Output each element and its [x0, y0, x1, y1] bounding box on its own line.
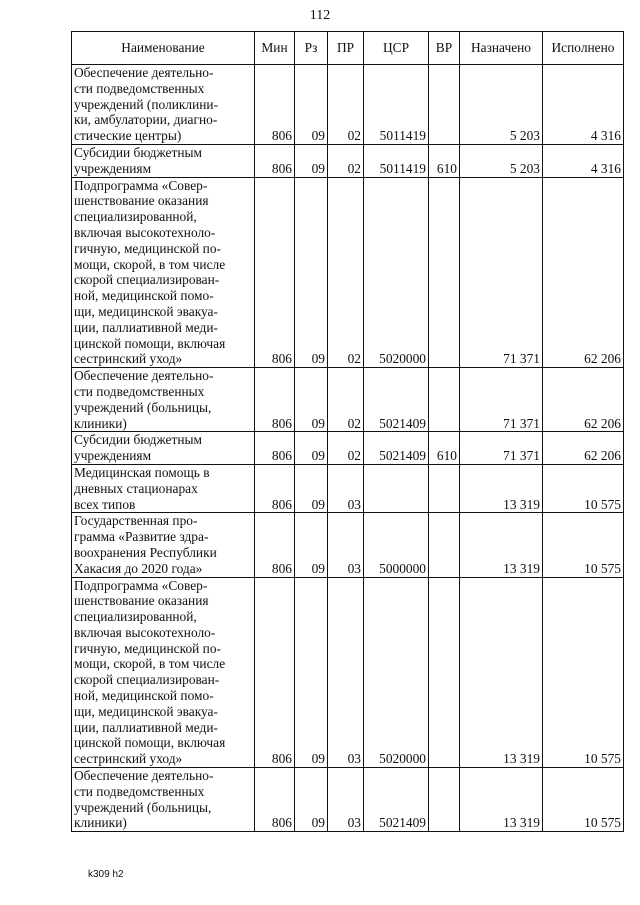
row-min: 806 — [255, 177, 295, 368]
budget-table — [71, 31, 624, 832]
row-rz: 09 — [295, 513, 328, 577]
row-name — [72, 144, 255, 177]
row-name-line: Субсидии бюджетным — [74, 432, 202, 448]
row-rz: 09 — [295, 432, 328, 465]
row-name-line: грамма «Развитие здра- — [74, 529, 209, 545]
row-vr — [429, 577, 460, 768]
col-header-planned: Назначено — [460, 32, 543, 65]
row-csr: 5011419 — [364, 144, 429, 177]
row-min: 806 — [255, 432, 295, 465]
row-name — [72, 464, 255, 512]
row-name-line: Субсидии бюджетным — [74, 144, 202, 160]
row-executed: 10 575 — [543, 577, 624, 768]
row-pr: 02 — [328, 177, 364, 368]
row-name-line: мощи, скорой, в том числе — [74, 256, 226, 272]
row-name-line: включая высокотехноло- — [74, 624, 216, 640]
row-vr: 610 — [429, 432, 460, 465]
table-row — [72, 577, 624, 768]
row-name-line: Обеспечение деятельно- — [74, 65, 214, 80]
row-name-line: ной, медицинской помо- — [74, 288, 214, 304]
row-executed: 4 316 — [543, 144, 624, 177]
row-name — [72, 368, 255, 432]
row-planned: 5 203 — [460, 65, 543, 145]
row-vr: 610 — [429, 144, 460, 177]
row-pr: 03 — [328, 577, 364, 768]
row-vr — [429, 368, 460, 432]
row-name-line: специализированной, — [74, 209, 197, 225]
table-header-row — [72, 32, 624, 65]
row-rz: 09 — [295, 768, 328, 832]
table-row — [72, 177, 624, 368]
row-name — [72, 513, 255, 577]
table-row — [72, 65, 624, 145]
row-vr — [429, 513, 460, 577]
row-rz: 09 — [295, 464, 328, 512]
row-name-line: скорой специализирован- — [74, 672, 220, 688]
row-name-line: гичную, медицинской по- — [74, 640, 221, 656]
row-planned: 71 371 — [460, 432, 543, 465]
footer-code: k309 h2 — [88, 869, 124, 880]
table-row — [72, 144, 624, 177]
row-min: 806 — [255, 368, 295, 432]
row-min: 806 — [255, 65, 295, 145]
row-name-line: гичную, медицинской по- — [74, 240, 221, 256]
table-row — [72, 768, 624, 832]
row-name-line: ции, паллиативной меди- — [74, 719, 218, 735]
row-name-line: воохранения Республики — [74, 544, 217, 560]
row-name-line: учреждений (больницы, — [74, 399, 212, 415]
table-body — [72, 65, 624, 832]
col-header-csr: ЦСР — [364, 32, 429, 65]
row-planned: 13 319 — [460, 513, 543, 577]
row-csr: 5011419 — [364, 65, 429, 145]
row-pr: 02 — [328, 144, 364, 177]
page-number: 112 — [309, 8, 331, 23]
row-vr — [429, 464, 460, 512]
col-header-min: Мин — [255, 32, 295, 65]
row-name-line: учреждениям — [74, 448, 152, 464]
row-csr: 5020000 — [364, 177, 429, 368]
row-executed: 62 206 — [543, 177, 624, 368]
row-min: 806 — [255, 577, 295, 768]
row-name-line: Хакасия до 2020 года» — [74, 560, 203, 576]
row-vr — [429, 768, 460, 832]
row-rz: 09 — [295, 368, 328, 432]
row-name — [72, 65, 255, 145]
row-csr: 5021409 — [364, 768, 429, 832]
row-planned: 13 319 — [460, 577, 543, 768]
row-executed: 10 575 — [543, 768, 624, 832]
row-pr: 02 — [328, 65, 364, 145]
row-name-line: сестринский уход» — [74, 351, 183, 367]
row-name-line: Подпрограмма «Совер- — [74, 177, 208, 193]
row-name-line: сти подведомственных — [74, 383, 205, 399]
row-name-line: ки, амбулатории, диагно- — [74, 112, 218, 128]
col-header-vr: ВР — [429, 32, 460, 65]
row-min: 806 — [255, 144, 295, 177]
row-name-line: цинской помощи, включая — [74, 735, 226, 751]
row-name-line: ной, медицинской помо- — [74, 688, 214, 704]
row-name-line: учреждений (больницы, — [74, 799, 212, 815]
row-vr — [429, 177, 460, 368]
row-name-line: Подпрограмма «Совер- — [74, 577, 208, 593]
row-pr: 03 — [328, 768, 364, 832]
row-executed: 10 575 — [543, 464, 624, 512]
col-header-executed: Исполнено — [543, 32, 624, 65]
row-name-line: учреждений (поликлини- — [74, 96, 219, 112]
row-name-line: сти подведомственных — [74, 783, 205, 799]
row-planned: 71 371 — [460, 368, 543, 432]
row-name-line: Медицинская помощь в — [74, 464, 210, 480]
row-min: 806 — [255, 513, 295, 577]
row-name-line: клиники) — [74, 415, 127, 431]
row-executed: 10 575 — [543, 513, 624, 577]
row-planned: 71 371 — [460, 177, 543, 368]
row-csr: 5020000 — [364, 577, 429, 768]
row-name-line: скорой специализирован- — [74, 272, 220, 288]
row-pr: 02 — [328, 432, 364, 465]
row-name-line: сти подведомственных — [74, 80, 205, 96]
row-name — [72, 432, 255, 465]
row-name-line: Обеспечение деятельно- — [74, 768, 214, 784]
row-min: 806 — [255, 464, 295, 512]
row-min: 806 — [255, 768, 295, 832]
row-planned: 5 203 — [460, 144, 543, 177]
row-name-line: шенствование оказания — [74, 593, 209, 609]
row-name — [72, 177, 255, 368]
col-header-pr: ПР — [328, 32, 364, 65]
row-name-line: ции, паллиативной меди- — [74, 319, 218, 335]
row-csr — [364, 464, 429, 512]
row-name-line: дневных стационарах — [74, 480, 198, 496]
row-name-line: включая высокотехноло- — [74, 224, 216, 240]
row-pr: 03 — [328, 513, 364, 577]
row-executed: 62 206 — [543, 368, 624, 432]
table-row — [72, 464, 624, 512]
row-rz: 09 — [295, 177, 328, 368]
row-name-line: щи, медицинской эвакуа- — [74, 303, 218, 319]
row-executed: 62 206 — [543, 432, 624, 465]
table-row — [72, 432, 624, 465]
row-name-line: сестринский уход» — [74, 751, 183, 767]
row-name — [72, 768, 255, 832]
table-row — [72, 513, 624, 577]
row-rz: 09 — [295, 65, 328, 145]
col-header-rz: Рз — [295, 32, 328, 65]
row-name-line: всех типов — [74, 496, 136, 512]
row-rz: 09 — [295, 144, 328, 177]
row-vr — [429, 65, 460, 145]
row-rz: 09 — [295, 577, 328, 768]
row-name-line: Государственная про- — [74, 513, 198, 529]
row-name-line: Обеспечение деятельно- — [74, 368, 214, 384]
row-name-line: учреждениям — [74, 160, 152, 176]
row-name — [72, 577, 255, 768]
row-name-line: стические центры) — [74, 128, 182, 144]
row-name-line: специализированной, — [74, 609, 197, 625]
row-name-line: цинской помощи, включая — [74, 335, 226, 351]
table-row — [72, 368, 624, 432]
row-name-line: мощи, скорой, в том числе — [74, 656, 226, 672]
row-name-line: шенствование оказания — [74, 193, 209, 209]
row-pr: 03 — [328, 464, 364, 512]
row-executed: 4 316 — [543, 65, 624, 145]
row-csr: 5021409 — [364, 368, 429, 432]
row-planned: 13 319 — [460, 464, 543, 512]
col-header-name: Наименование — [72, 32, 255, 65]
row-planned: 13 319 — [460, 768, 543, 832]
row-csr: 5021409 — [364, 432, 429, 465]
row-name-line: клиники) — [74, 815, 127, 831]
row-name-line: щи, медицинской эвакуа- — [74, 703, 218, 719]
row-csr: 5000000 — [364, 513, 429, 577]
row-pr: 02 — [328, 368, 364, 432]
